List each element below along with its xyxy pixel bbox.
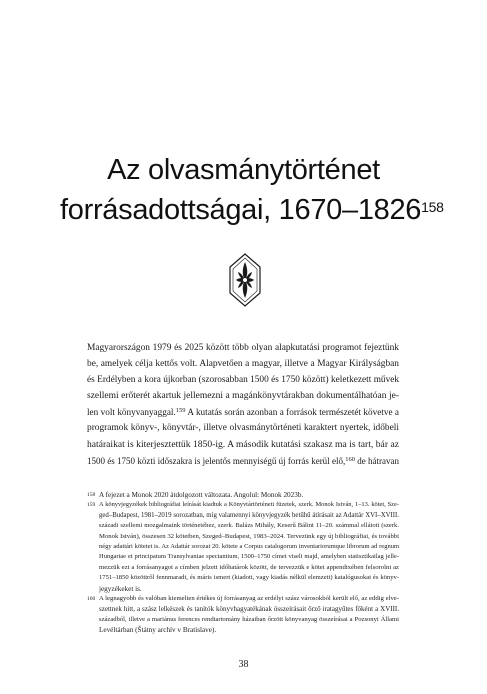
chapter-title-line-2 <box>60 190 444 230</box>
footnote-line: A fejezet a Monok 2020 átdolgozott változata. Angolul: Monok 2023b. <box>99 491 304 499</box>
body-line: határaikat is kiterjesztettük 1850-ig. A második kutatási szakasz ma is tart, bár az <box>87 438 399 450</box>
footnote-line: ged–Budapest, 1981–2019 sorozatban, míg valamennyi könyvjegyzék betűhű átírásait az Adattár XVI–XVIII. <box>99 511 399 519</box>
footnote-line: Hungariae et principatum Transylvaniae spectantium, 1500–1750 címet viseli majd, amelyben statisztikailag jelle- <box>99 553 399 561</box>
body-line-text: de hátravan <box>357 455 399 466</box>
footnote-159 <box>87 500 399 594</box>
body-line: be, amelyek célja kettős volt. Alapvetően a magyar, illetve a Magyar Királyságban <box>87 359 399 370</box>
footnote-line: mezzük ezt a forrásanyagot a címben jelzett időhatárok között, de tervezzük e kötet appendixében felsorolni az <box>99 563 399 571</box>
body-line: Magyarországon 1979 és 2025 között több olyan alapkutatási programot fejeztünk <box>87 343 399 353</box>
footnote-line: Levéltárban (Štátny archív v Bratislave). <box>99 626 217 635</box>
footnote-158 <box>87 490 399 500</box>
footnote-line: Monok István), összesen 32 kötetben, Szeged–Budapest, 1983–2024. Tervezünk egy új bibliográfiai, és további <box>99 532 399 540</box>
body-paragraph <box>87 340 399 469</box>
body-line: programok könyv-, könyvtár-, illetve olvasmánytörténeti karaktert nyertek, időbeli <box>87 423 399 434</box>
body-line: szellemi erőterét akartuk jellemezni a magánkönyvtárakban dokumentálhatóan je- <box>87 391 399 402</box>
chapter-title-text-2: forrásadottságai, 1670–1826 <box>60 194 422 226</box>
body-line-text: 1500 és 1750 közti időszakra is jelentős mennyiségű új forrás kerül elő, <box>87 455 346 466</box>
footnote-line: jegyzékeket is. <box>99 584 142 593</box>
chapter-title-footnote-ref[interactable]: 158 <box>421 199 444 215</box>
footnote-line: 1751–1850 közöttről fennmaradt, és máris ismert (kiadott, vagy kiadás nélkül elemzett) katalógusokat és könyv- <box>99 574 399 582</box>
body-line-text: len volt könyvanyaggal. <box>87 407 176 418</box>
footnotes <box>87 490 399 636</box>
footnote-number: 158 <box>87 492 96 498</box>
body-line: és Erdélyben a kora újkorban (szorosabban 1500 és 1750 között) keletkezett művek <box>87 375 399 386</box>
footnote-line: szettnek hitt, a szász lelkészek és tanítók könyvhagyatékának összeírásait őrző iratagyűtes főként a XVIII. <box>99 605 399 614</box>
footnote-number: 159 <box>87 502 96 509</box>
footnote-line: A könyvjegyzékek bibliográfiai leírását kiadtuk a Könyvtártörténeti füzetek, szerk. Monok István, 1–13. kötet, Sze- <box>99 501 399 509</box>
footnote-number: 160 <box>87 596 96 603</box>
footnote-160 <box>87 594 399 636</box>
page-number: 38 <box>238 659 249 670</box>
body-line <box>87 404 399 420</box>
body-line <box>87 453 399 469</box>
footnote-ref-159[interactable]: 159 <box>175 407 186 415</box>
footnote-line: századi szellemi mozgalmaink történetéhez, szerk. Balázs Mihály, Keserű Bálint 11–20. számmal ellátott (szerk. <box>99 522 399 530</box>
floral-ornament-icon <box>227 253 263 307</box>
footnote-line: négy adattári kötetet is. Az Adattár sorozat 20. kötete a Corpus catalogorum inventariorumque librorum ad regnum <box>99 543 399 551</box>
footnote-line: A legnagyobb és valóban kiemelten értékes új forrásanyag az erdélyi szász városokból került elő, az eddig elve- <box>99 595 399 603</box>
footnote-line: századból, illetve a mariánus ferences rendtartomány házaiban őrzött könyvanyag összeírásai a Pozsonyi Állami <box>99 615 399 623</box>
chapter-title <box>60 150 444 230</box>
body-line-text: A kutatás során azonban a források természetét követve a <box>187 407 399 418</box>
footnote-ref-160[interactable]: 160 <box>345 455 355 463</box>
chapter-title-line-1: Az olvasmánytörténet <box>107 154 380 186</box>
